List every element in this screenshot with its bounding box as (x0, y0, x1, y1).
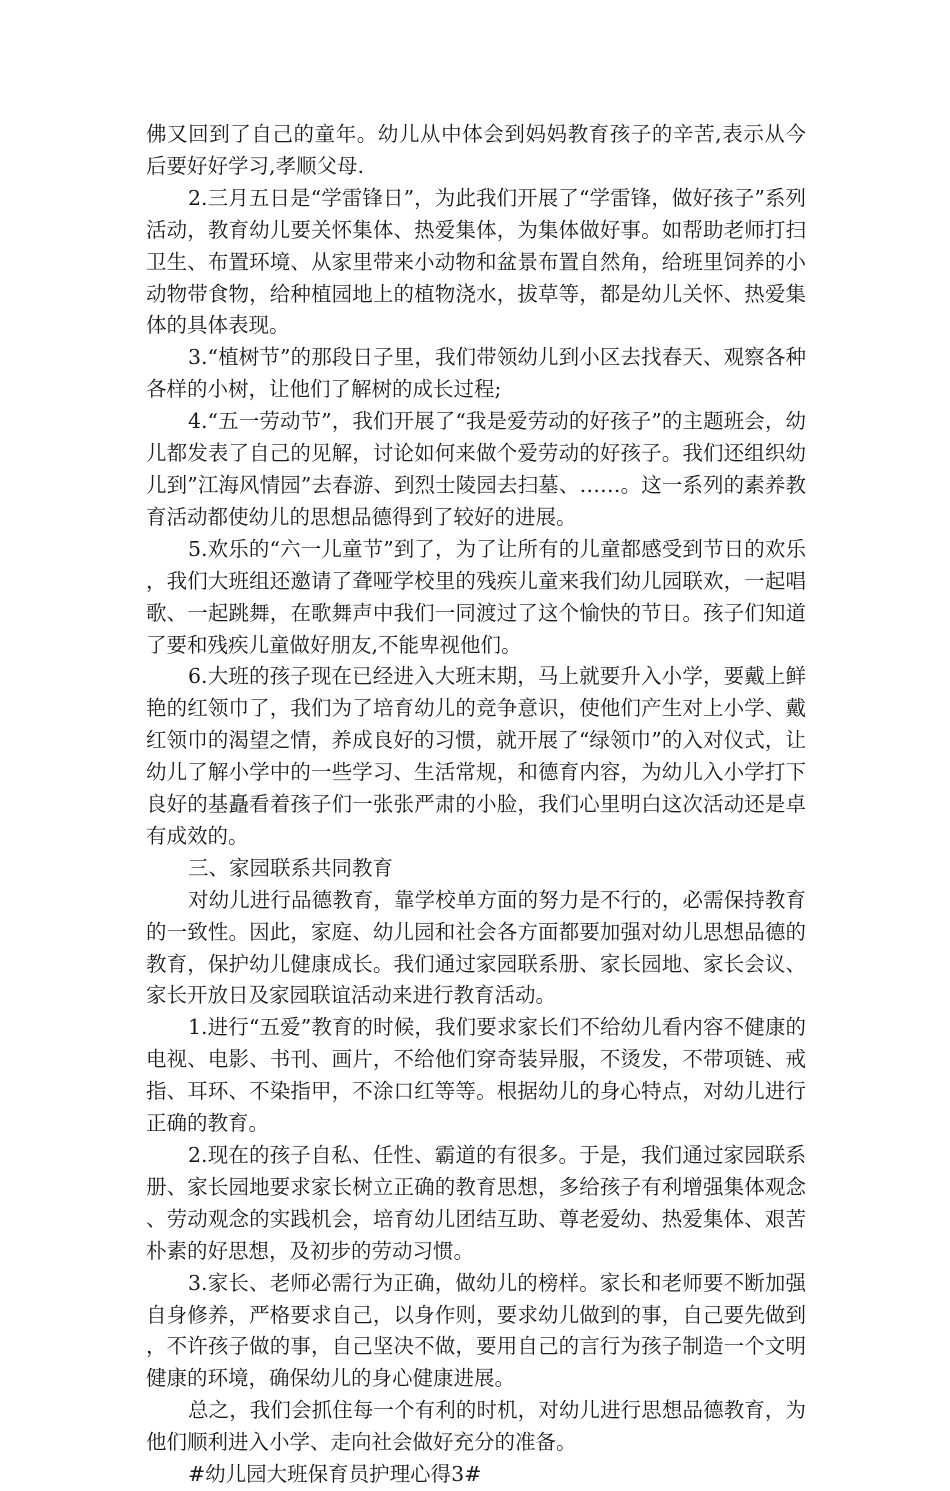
paragraph-home-item-1: 1.进行“五爱”教育的时候，我们要求家长们不给幼儿看内容不健康的电视、电影、书刊、画片，不给他们穿奇装异服，不烫发，不带项链、戒指、耳环、不染指甲，不涂口红等等。根据幼儿的身心特点，对幼儿进行正确的教育。 (146, 1015, 806, 1136)
paragraph-item-6-green-scarf: 6.大班的孩子现在已经进入大班末期，马上就要升入小学，要戴上鲜艳的红领巾了，我们为了培育幼儿的竞争意识，使他们产生对上小学、戴红领巾的渴望之情，养成良好的习惯，就开展了“绿领巾”的入对仪式，让幼儿了解小学中的一些学习、生活常规，和德育内容，为幼儿入小学打下良好的基矗看着孩子们一张张严肃的小脸，我们心里明白这次活动还是卓有成效的。 (146, 664, 806, 848)
paragraph-home-item-2: 2.现在的孩子自私、任性、霸道的有很多。于是，我们通过家园联系册、家长园地要求家长树立正确的教育思想，多给孩子有利增强集体观念、劳动观念的实践机会，培育幼儿团结互助、尊老爱幼、热爱集体、艰苦朴素的好思想，及初步的劳动习惯。 (146, 1143, 806, 1263)
paragraph-home-item-3: 3.家长、老师必需行为正确，做幼儿的榜样。家长和老师要不断加强自身修养，严格要求自己，以身作则，要求幼儿做到的事，自己要先做到，不许孩子做的事，自己坚决不做，要用自己的言行为孩子制造一个文明健康的环境，确保幼儿的身心健康进展。 (146, 1270, 806, 1391)
paragraph-item-3-arbor-day: 3.“植树节”的那段日子里，我们带领幼儿到小区去找春天、观察各种各样的小树，让他们了解树的成长过程; (146, 345, 806, 402)
section-heading-home-school: 三、家园联系共同教育 (188, 855, 393, 880)
paragraph-item-5-childrens-day: 5.欢乐的“六一儿童节”到了，为了让所有的儿童都感受到节日的欢乐，我们大班组还邀请了聋哑学校里的残疾儿童来我们幼儿园联欢，一起唱歌、一起跳舞，在歌舞声中我们一同渡过了这个愉快的节日。孩子们知道了要和残疾儿童做好朋友,不能卑视他们。 (146, 536, 806, 657)
paragraph-conclusion: 总之，我们会抓住每一个有利的时机，对幼儿进行思想品德教育，为他们顺利进入小学、走向社会做好充分的准备。 (146, 1398, 806, 1455)
next-article-heading: #幼儿园大班保育员护理心得3# (188, 1462, 482, 1487)
paragraph-home-school-intro: 对幼儿进行品德教育，靠学校单方面的努力是不行的，必需保持教育的一致性。因此，家庭、幼儿园和社会各方面都要加强对幼儿思想品德的教育，保护幼儿健康成长。我们通过家园联系册、家长园地、家长会议、家长开放日及家园联谊活动来进行教育活动。 (146, 887, 806, 1008)
paragraph-item-2-lei-feng-day: 2.三月五日是“学雷锋日”，为此我们开展了“学雷锋，做好孩子”系列活动，教育幼儿要关怀集体、热爱集体，为集体做好事。如帮助老师打扫卫生、布置环境、从家里带来小动物和盆景布置自然角，给班里饲养的小动物带食物，给种植园地上的植物浇水，拔草等，都是幼儿关怀、热爱集体的具体表现。 (146, 185, 806, 338)
document-body (146, 119, 806, 1491)
paragraph-continuation: 佛又回到了自己的童年。幼儿从中体会到妈妈教育孩子的辛苦,表示从今后要好好学习,孝顺父母. (146, 122, 806, 178)
paragraph-item-4-labor-day: 4.“五一劳动节”，我们开展了“我是爱劳动的好孩子”的主题班会，幼儿都发表了自己的见解，讨论如何来做个爱劳动的好孩子。我们还组织幼儿到”江海风情园”去春游、到烈士陵园去扫墓、……。这一系列的素养教育活动都使幼儿的思想品德得到了较好的进展。 (146, 409, 806, 529)
